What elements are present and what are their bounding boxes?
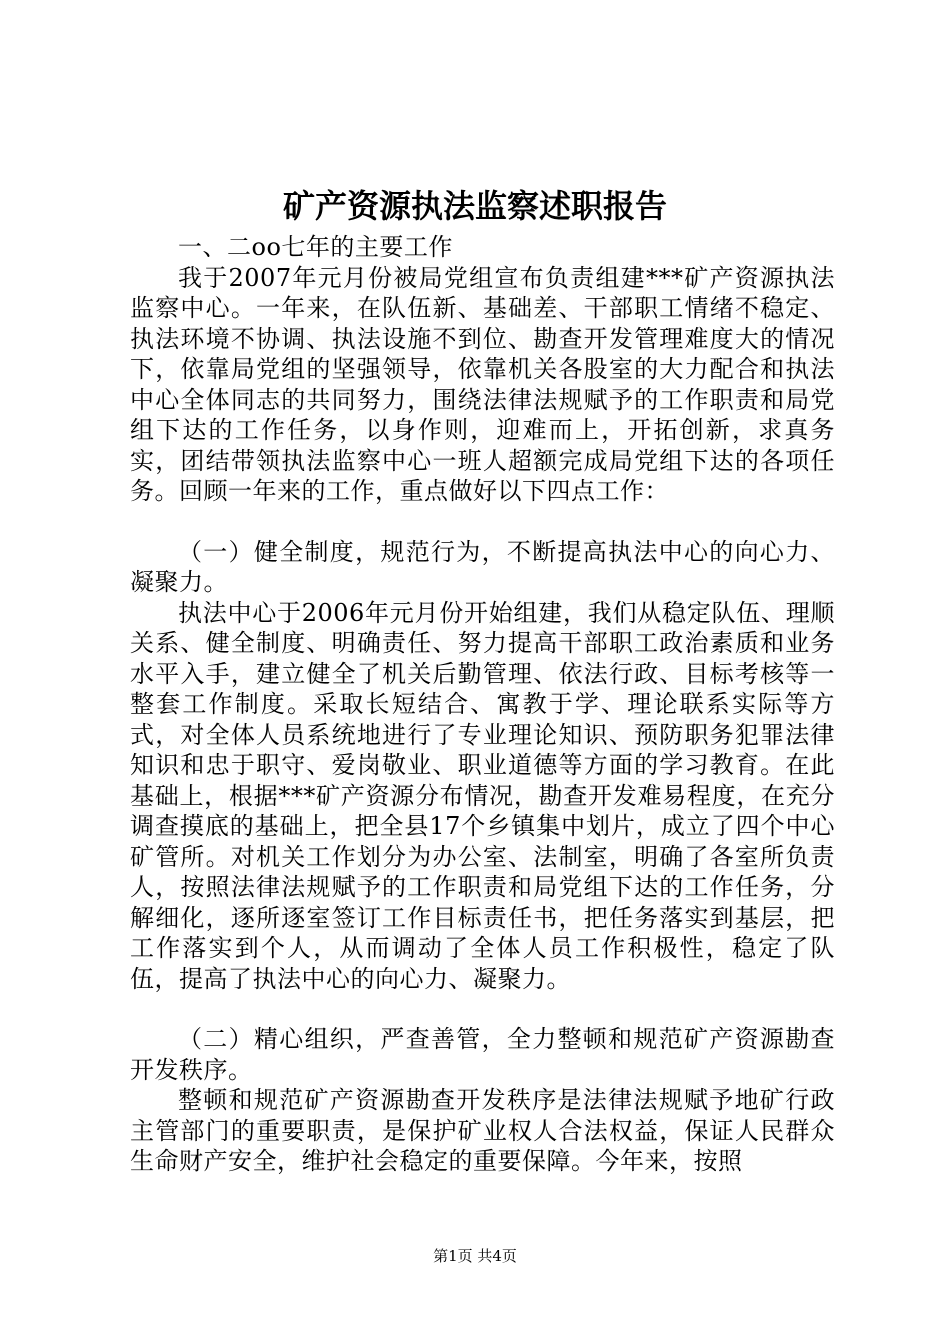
section-heading-1: 一、二oo七年的主要工作 bbox=[178, 233, 453, 261]
document-body bbox=[130, 232, 835, 1177]
subsection-heading-2: （二）精心组织，严查善管，全力整顿和规范矿产资源勘查开发秩序。 bbox=[130, 1025, 835, 1084]
subsection-heading-1: （一）健全制度，规范行为，不断提高执法中心的向心力、凝聚力。 bbox=[130, 537, 835, 596]
paragraph-intro: 我于2007年元月份被局党组宣布负责组建***矿产资源执法监察中心。一年来，在队伍新、基础差、干部职工情绪不稳定、执法环境不协调、执法设施不到位、勘查开发管理难度大的情况下，依靠局党组的坚强领导，依靠机关各股室的大力配合和执法中心全体同志的共同努力，围绕法律法规赋予的工作职责和局党组下达的工作任务，以身作则，迎难而上，开拓创新，求真务实，团结带领执法监察中心一班人超额完成局党组下达的各项任务。回顾一年来的工作，重点做好以下四点工作： bbox=[130, 263, 835, 505]
paragraph-subsection-1: 执法中心于2006年元月份开始组建，我们从稳定队伍、理顺关系、健全制度、明确责任、努力提高干部职工政治素质和业务水平入手，建立健全了机关后勤管理、依法行政、目标考核等一整套工作制度。采取长短结合、寓教于学、理论联系实际等方式，对全体人员系统地进行了专业理论知识、预防职务犯罪法律知识和忠于职守、爱岗敬业、职业道德等方面的学习教育。在此基础上，根据***矿产资源分布情况，勘查开发难易程度，在充分调查摸底的基础上，把全县17个乡镇集中划片，成立了四个中心矿管所。对机关工作划分为办公室、法制室，明确了各室所负责人，按照法律法规赋予的工作职责和局党组下达的工作任务，分解细化，逐所逐室签订工作目标责任书，把任务落实到基层，把工作落实到个人，从而调动了全体人员工作积极性，稳定了队伍，提高了执法中心的向心力、凝聚力。 bbox=[130, 598, 835, 993]
paragraph-subsection-2: 整顿和规范矿产资源勘查开发秩序是法律法规赋予地矿行政主管部门的重要职责，是保护矿业权人合法权益，保证人民群众生命财产安全，维护社会稳定的重要保障。今年来，按照 bbox=[130, 1086, 835, 1175]
document-title: 矿产资源执法监察述职报告 bbox=[282, 187, 667, 225]
page-number-footer: 第1页 共4页 bbox=[433, 1247, 517, 1265]
